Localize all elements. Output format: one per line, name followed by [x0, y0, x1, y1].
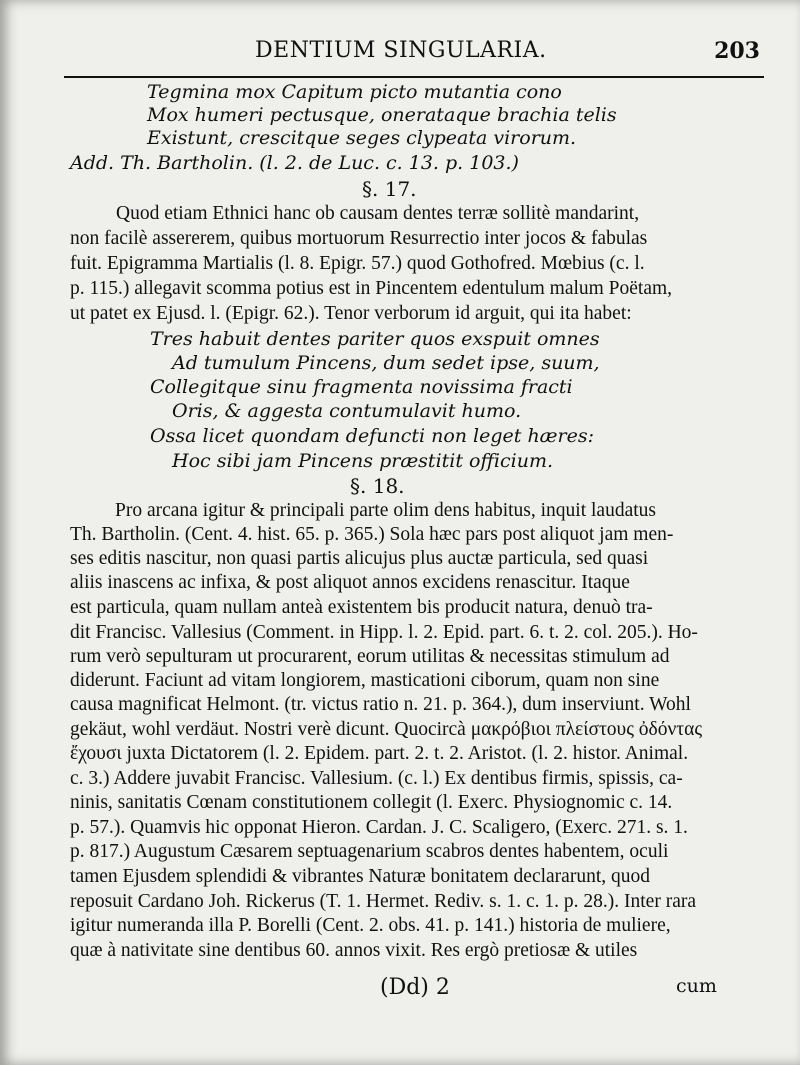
- verse-line: Ossa licet quondam defuncti non leget hæres:: [150, 425, 595, 447]
- paragraph-line: ninis, sanitatis Cœnam constitutionem collegit (l. Exerc. Physiognomic c. 14.: [70, 792, 673, 813]
- paragraph-line: non facilè assererem, quibus mortuorum Resurrectio inter jocos & fabulas: [70, 228, 648, 249]
- paragraph-line: aliis inascens ac infixa, & post aliquot annos excidens renascitur. Itaque: [70, 572, 630, 593]
- paragraph-line: reposuit Cardano Joh. Rickerus (T. 1. Hermet. Rediv. s. 1. c. 1. p. 28.). Inter rara: [70, 891, 696, 912]
- verse-line: Tegmina mox Capitum picto mutantia cono: [147, 81, 562, 103]
- section-heading-18: §. 18.: [350, 474, 405, 498]
- paragraph-line: p. 115.) allegavit scomma potius est in Pincentem edentulum malum Poëtam,: [70, 278, 673, 299]
- paragraph-line: est particula, quam nullam anteà existentem bis producit natura, denuò tra-: [70, 597, 653, 618]
- paragraph-line: quæ à nativitate sine dentibus 60. annos vixit. Res ergò pretiosæ & utiles: [70, 940, 638, 961]
- paragraph-line: rum verò sepulturam ut procurarent, eorum utilitas & necessitas stimulum ad: [70, 646, 670, 667]
- paragraph-line: diderunt. Faciunt ad vitam longiorem, masticationi ciborum, quam non sine: [70, 670, 660, 691]
- paragraph-line: ses editis nascitur, non quasi partis alicujus plus auctæ particula, sed quasi: [70, 548, 649, 569]
- verse-line: Mox humeri pectusque, onerataque brachia telis: [147, 104, 617, 126]
- reference-line: Add. Th. Bartholin. (l. 2. de Luc. c. 13. p. 103.): [70, 152, 519, 174]
- section-heading-17: §. 17.: [362, 177, 417, 201]
- paragraph-line: Th. Bartholin. (Cent. 4. hist. 65. p. 365.) Sola hæc pars post aliquot jam men-: [70, 524, 674, 545]
- signature-mark: (Dd) 2: [380, 975, 450, 1000]
- paragraph-line: c. 3.) Addere juvabit Francisc. Vallesium. (c. l.) Ex dentibus firmis, spissis, ca-: [70, 768, 683, 789]
- page-number: 203: [714, 38, 760, 64]
- paragraph-line: ἔχουσι juxta Dictatorem (l. 2. Epidem. part. 2. t. 2. Aristot. (l. 2. histor. Animal.: [70, 743, 689, 764]
- running-title: DENTIUM SINGULARIA.: [255, 38, 547, 63]
- header-rule: [64, 76, 764, 78]
- paragraph-line: tamen Ejusdem splendidi & vibrantes Naturæ bonitatem declararunt, quod: [70, 866, 650, 887]
- paragraph-line: Pro arcana igitur & principali parte olim dens habitus, inquit laudatus: [115, 500, 657, 521]
- verse-line: Collegitque sinu fragmenta novissima fracti: [150, 376, 573, 398]
- verse-line: Ad tumulum Pincens, dum sedet ipse, suum,: [172, 352, 600, 374]
- running-head: [60, 34, 760, 64]
- verse-line: Existunt, crescitque seges clypeata virorum.: [147, 127, 577, 149]
- paragraph-line: causa magnificat Helmont. (tr. victus ratio n. 21. p. 364.), dum inserviunt. Wohl: [70, 694, 691, 715]
- catchword: cum: [676, 975, 717, 997]
- paragraph-line: dit Francisc. Vallesius (Comment. in Hipp. l. 2. Epid. part. 6. t. 2. col. 205.). Ho-: [70, 622, 698, 643]
- paragraph-line: ut patet ex Ejusd. l. (Epigr. 62.). Tenor verborum id arguit, qui ita habet:: [70, 303, 632, 324]
- paragraph-line: p. 57.). Quamvis hic opponat Hieron. Cardan. J. C. Scaligero, (Exerc. 271. s. 1.: [70, 817, 688, 838]
- paragraph-line: gekäut, wohl verdäut. Nostri verè dicunt. Quocircà μακρόβιοι πλείστους ὀδόντας: [70, 719, 703, 740]
- paragraph-line: Quod etiam Ethnici hanc ob causam dentes terræ sollitè mandarint,: [116, 203, 640, 224]
- verse-line: Hoc sibi jam Pincens præstitit officium.: [172, 450, 554, 472]
- verse-line: Oris, & aggesta contumulavit humo.: [172, 400, 522, 422]
- paragraph-line: igitur numeranda illa P. Borelli (Cent. 2. obs. 41. p. 141.) historia de muliere,: [70, 915, 671, 936]
- paragraph-line: fuit. Epigramma Martialis (l. 8. Epigr. 57.) quod Gothofred. Mœbius (c. l.: [70, 253, 645, 274]
- verse-line: Tres habuit dentes pariter quos exspuit omnes: [150, 328, 600, 350]
- paragraph-line: p. 817.) Augustum Cæsarem septuagenarium scabros dentes habentem, oculi: [70, 841, 669, 862]
